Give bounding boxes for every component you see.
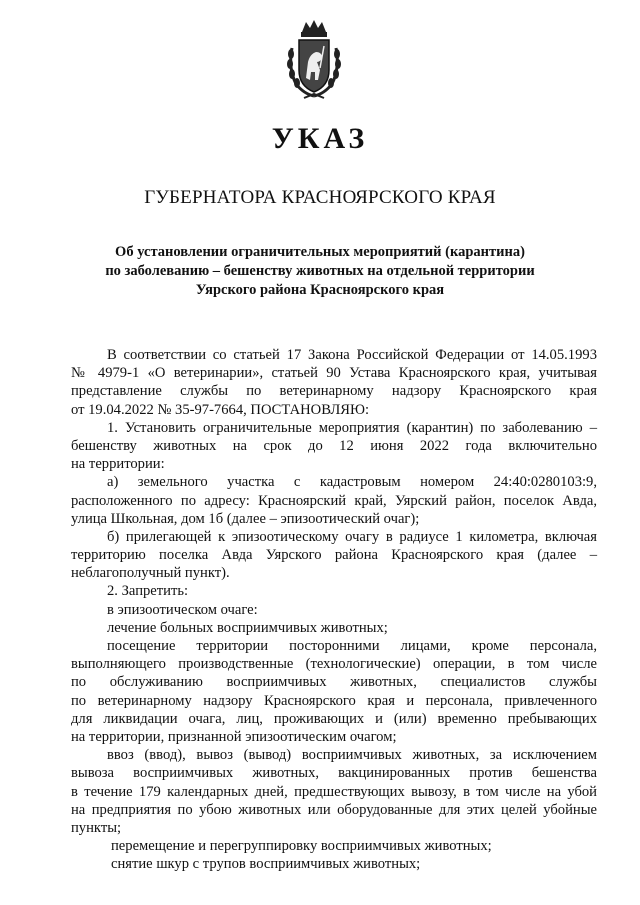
body-line: 2. Запретить:: [107, 583, 189, 600]
document-title: УКАЗ: [271, 122, 369, 155]
body-line: по обслуживанию восприимчивых животных, специалистов службы: [71, 674, 597, 691]
body-line: вывоза восприимчивых животных, вакцинированных против бешенства: [71, 765, 597, 782]
body-line: расположенного по адресу: Красноярский край, Уярский район, поселок Авда,: [71, 492, 597, 509]
body-line: улица Школьная, дом 1б (далее – эпизоотический очаг);: [71, 510, 420, 527]
body-line: представление службы по ветеринарному надзору Красноярского края: [71, 383, 597, 400]
body-line: пункты;: [71, 819, 122, 836]
body-line: б) прилегающей к эпизоотическому очагу в радиусе 1 километра, включая: [107, 528, 597, 545]
body-line: на территории:: [71, 456, 165, 473]
body-line: снятие шкур с трупов восприимчивых животных;: [111, 856, 421, 873]
body-line: для ликвидации очага, лиц, проживающих и (или) временно пребывающих: [71, 710, 597, 727]
body-line: по ветеринарному надзору Красноярского края и персонала, привлеченного: [71, 692, 597, 709]
body-line: территорию поселка Авда Уярского района Красноярского края (далее –: [71, 547, 597, 564]
body-line: В соответствии со статьей 17 Закона Российской Федерации от 14.05.1993: [107, 347, 597, 363]
body-line: № 4979-1 «О ветеринарии», статьей 90 Устава Красноярского края, учитывая: [71, 365, 597, 382]
body-line: 1. Установить ограничительные мероприятия (карантин) по заболеванию –: [107, 419, 597, 436]
heading-line: Уярского района Красноярского края: [195, 282, 445, 298]
body-line: ввоз (ввод), вывоз (вывод) восприимчивых животных, за исключением: [107, 747, 597, 764]
body-line: на территории, признанной эпизоотическим очагом;: [71, 728, 397, 745]
body-line: от 19.04.2022 № 35-97-7664, ПОСТАНОВЛЯЮ:: [71, 401, 370, 418]
body-line: в течение 179 календарных дней, предшествующих вывозу, в том числе на убой: [71, 783, 597, 800]
document-heading: [0, 243, 640, 300]
body-line: на предприятия по убою животных или оборудованные для этих целей убойные: [71, 801, 597, 818]
body-line: в эпизоотическом очаге:: [107, 601, 258, 618]
coat-of-arms-emblem: [284, 18, 344, 102]
body-line: перемещение и перегруппировку восприимчивых животных;: [111, 838, 492, 855]
body-line: а) земельного участка с кадастровым номером 24:40:0280103:9,: [107, 474, 597, 491]
body-line: выполняющего производственные (технологические) операции, в том числе: [71, 656, 597, 673]
document-subtitle: ГУБЕРНАТОРА КРАСНОЯРСКОГО КРАЯ: [144, 187, 496, 208]
body-line: бешенству животных на срок до 12 июня 2022 года включительно: [71, 437, 597, 454]
document-body: [71, 346, 597, 873]
heading-line: Об установлении ограничительных мероприятий (карантина): [115, 244, 525, 260]
body-line: лечение больных восприимчивых животных;: [107, 619, 388, 636]
body-line: посещение территории посторонними лицами, кроме персонала,: [107, 638, 597, 654]
body-line: неблагополучный пункт).: [71, 565, 230, 582]
heading-line: по заболеванию – бешенству животных на отдельной территории: [105, 263, 535, 279]
